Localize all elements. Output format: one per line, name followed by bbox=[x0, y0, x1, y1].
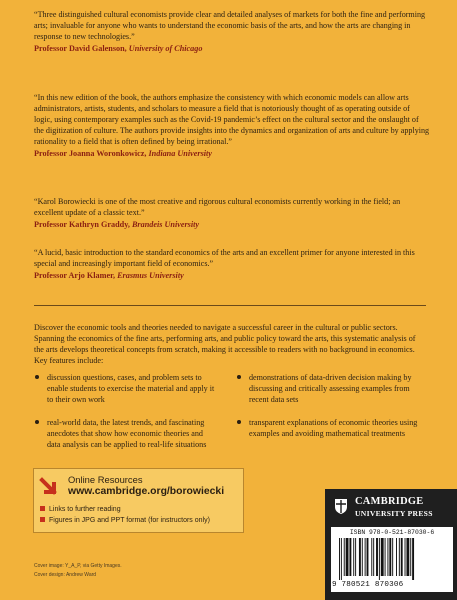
review-attribution bbox=[34, 43, 430, 54]
review-graddy bbox=[34, 196, 430, 230]
resource-item: Figures in JPG and PPT format (for instructors only) bbox=[40, 517, 210, 524]
barcode-number: 9 780521 870306 bbox=[332, 581, 404, 589]
arrow-icon bbox=[39, 477, 57, 495]
feature-text: demonstrations of data-driven decision making by discussing and critically assessing examples from recent data sets bbox=[249, 373, 412, 404]
barcode-bar bbox=[381, 538, 384, 576]
review-attribution bbox=[34, 148, 430, 159]
section-divider bbox=[34, 305, 426, 306]
bullet-icon bbox=[237, 420, 241, 424]
review-quote: “Three distinguished cultural economists provide clear and detailed analyses of markets for both the fine and performing arts; invaluable for anyone who wants to understand the economic basis of the arts, and how the arts are changing in response to new technologies.” bbox=[34, 10, 426, 42]
publisher-block bbox=[325, 489, 457, 600]
feature-text: transparent explanations of economic theories using examples and avoiding mathematical treatments bbox=[249, 418, 418, 438]
review-attribution bbox=[34, 270, 430, 281]
feature-item bbox=[34, 417, 217, 450]
feature-list bbox=[34, 372, 430, 452]
cover-image-credit: Cover image: Y_A_P, via Getty Images. bbox=[34, 563, 122, 569]
review-institution: Brandeis University bbox=[131, 220, 200, 230]
resource-item: Links to further reading bbox=[40, 506, 121, 513]
barcode-bar bbox=[365, 538, 366, 576]
barcode-bar bbox=[362, 538, 363, 576]
barcode-bar bbox=[401, 538, 403, 576]
barcode-bar bbox=[399, 538, 400, 576]
review-institution: Indiana University bbox=[148, 149, 212, 159]
review-author: Professor Kathryn Graddy, bbox=[34, 220, 130, 230]
square-bullet-icon bbox=[40, 517, 45, 522]
barcode-bar bbox=[376, 538, 378, 576]
barcode-bar bbox=[410, 538, 411, 576]
review-author: Professor Joanna Woronkowicz, bbox=[34, 149, 147, 159]
review-institution: University of Chicago bbox=[128, 44, 203, 54]
crest-icon bbox=[334, 498, 348, 515]
cover-design-credit: Cover design: Andrew Ward bbox=[34, 572, 97, 578]
review-quote: “A lucid, basic introduction to the standard economics of the arts and an excellent primer for anyone interested in this special and increasingly important field of economics.” bbox=[34, 248, 415, 269]
barcode-bar bbox=[339, 538, 340, 580]
review-klamer bbox=[34, 247, 430, 281]
online-resources-box bbox=[33, 468, 244, 533]
barcode-bar bbox=[385, 538, 386, 576]
bullet-icon bbox=[35, 375, 39, 379]
intro-paragraph: Discover the economic tools and theories needed to navigate a successful career in the cultural or public sectors. Spanning the economics of the fine arts, performing arts, and public policy toward the arts, this systematic analysis of the arts develops theoretical concepts from scratch, making it accessible to readers with no background in economics. Key features include: bbox=[34, 323, 416, 366]
feature-text: discussion questions, cases, and problem sets to enable students to exercise the material and apply it to their own work bbox=[47, 373, 215, 404]
barcode-bar bbox=[373, 538, 374, 576]
barcode-bar bbox=[389, 538, 391, 576]
review-woronkowicz bbox=[34, 92, 430, 159]
publisher-name: CAMBRIDGE bbox=[355, 496, 424, 507]
barcode-bar bbox=[349, 538, 351, 576]
review-author: Professor Arjo Klamer, bbox=[34, 271, 116, 281]
barcode-bar bbox=[371, 538, 372, 576]
barcode-bar bbox=[367, 538, 369, 576]
barcode-bar bbox=[341, 538, 342, 580]
feature-item bbox=[236, 417, 427, 439]
bullet-icon bbox=[237, 375, 241, 379]
barcode-bar bbox=[387, 538, 388, 576]
feature-item bbox=[34, 372, 217, 405]
barcode-bar bbox=[379, 538, 380, 580]
barcode-bars bbox=[339, 538, 445, 580]
barcode-bar bbox=[346, 538, 349, 576]
online-resources-heading: Online Resources bbox=[68, 474, 143, 485]
feature-item bbox=[236, 372, 427, 405]
barcode bbox=[331, 527, 453, 592]
barcode-bar bbox=[396, 538, 397, 576]
barcode-bar bbox=[392, 538, 393, 576]
review-attribution bbox=[34, 219, 430, 230]
review-quote: “Karol Borowiecki is one of the most creative and rigorous cultural economists currently working in the field; an excellent update of a classic text.” bbox=[34, 197, 401, 218]
isbn-label: ISBN 978-0-521-87030-6 bbox=[349, 529, 435, 536]
barcode-bar bbox=[344, 538, 345, 576]
review-author: Professor David Galenson, bbox=[34, 44, 127, 54]
barcode-bar bbox=[412, 538, 414, 580]
barcode-bar bbox=[353, 538, 354, 576]
square-bullet-icon bbox=[40, 506, 45, 511]
barcode-bar bbox=[359, 538, 361, 576]
publisher-subname: UNIVERSITY PRESS bbox=[355, 509, 433, 518]
review-galenson bbox=[34, 9, 430, 54]
feature-text: real-world data, the latest trends, and fascinating anecdotes that show how economic theories and data analysis can be applied to real-life situations bbox=[47, 418, 207, 449]
bullet-icon bbox=[35, 420, 39, 424]
online-resources-url[interactable]: www.cambridge.org/borowiecki bbox=[68, 486, 225, 497]
barcode-bar bbox=[406, 538, 409, 576]
barcode-bar bbox=[405, 538, 406, 576]
review-quote: “In this new edition of the book, the authors emphasize the consistency with which economic models can allow arts administrators, artists, students, and scholars to measure a field that is notoriously thought of as operating outside of logic, using contemporary examples such as the Covid-19 pandemic’s effect on the cultural sector and the onslaught of the digitization of culture. The authors provide insights into the dynamics and organization of arts and culture by applying rationality to a field that is often defined by being irrational.” bbox=[34, 93, 430, 147]
barcode-bar bbox=[355, 538, 356, 576]
review-institution: Erasmus University bbox=[117, 271, 184, 281]
